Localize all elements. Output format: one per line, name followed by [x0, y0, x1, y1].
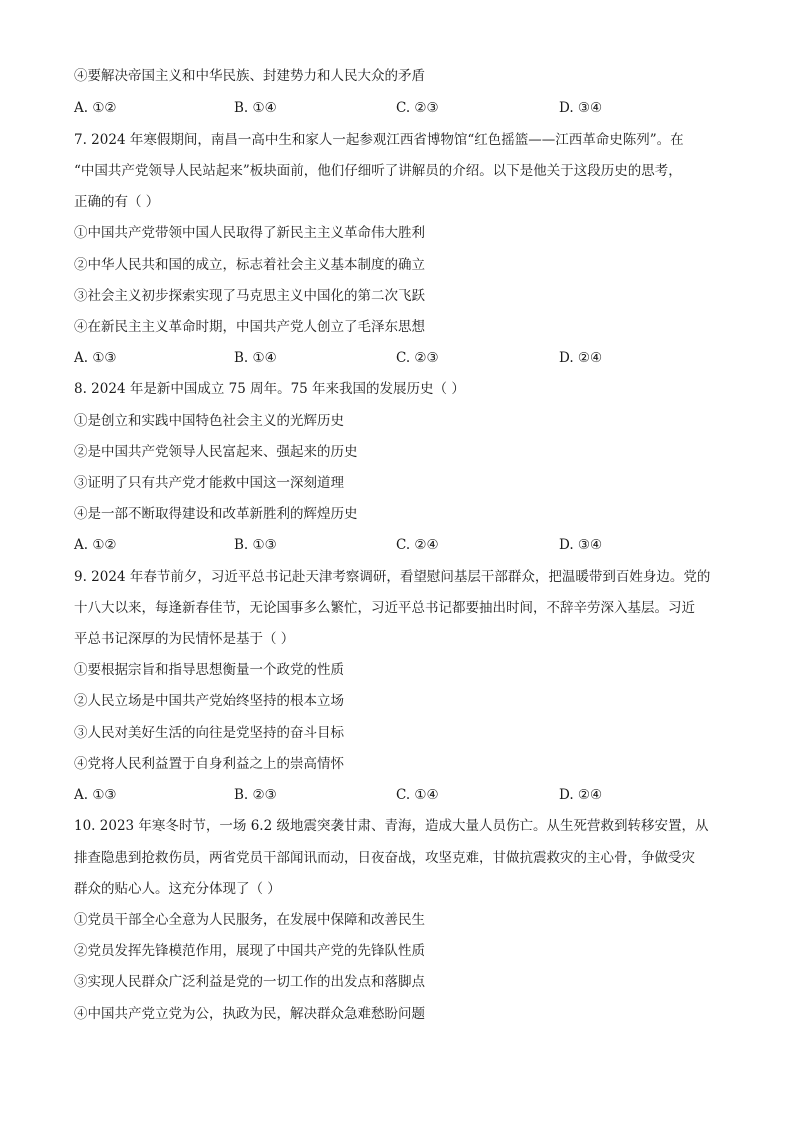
q10-stem-line-2: 排查隐患到抢救伤员，两省党员干部闻讯而动，日夜奋战，攻坚克难，甘做抗震救灾的主心骨，争做受灾: [74, 850, 695, 866]
q8-statement-2: ②是中国共产党领导人民富起来、强起来的历史: [74, 444, 358, 460]
q9-stem-line-2: 十八大以来，每逢新春佳节，无论国事多么繁忙，习近平总书记都要抽出时间，不辞辛劳深入基层。习近: [74, 600, 695, 616]
q10-stem-line-3: 群众的贴心人。这充分体现了（ ）: [74, 881, 281, 897]
q10-statement-3: ③实现人民群众广泛利益是党的一切工作的出发点和落脚点: [74, 974, 425, 990]
q8-option-a: A. ①②: [74, 537, 117, 553]
q7-stem-line-1: 7. 2024 年寒假期间，南昌一高中生和家人一起参观江西省博物馆“红色摇篮——江西革命史陈列”。在: [74, 132, 684, 148]
q10-stem-line-1: 10. 2023 年寒冬时节，一场 6.2 级地震突袭甘肃、青海，造成大量人员伤亡。从生死营救到转移安置，从: [74, 818, 709, 834]
q7-statement-4: ④在新民主主义革命时期，中国共产党人创立了毛泽东思想: [74, 319, 425, 335]
q9-statement-2: ②人民立场是中国共产党始终坚持的根本立场: [74, 693, 344, 709]
q6-options: [74, 99, 720, 117]
q10-statement-4: ④中国共产党立党为公，执政为民，解决群众急难愁盼问题: [74, 1006, 425, 1022]
q8-options: [74, 536, 720, 554]
q9-statement-4: ④党将人民利益置于自身利益之上的崇高情怀: [74, 756, 344, 772]
q7-stem-line-2: “中国共产党领导人民站起来”板块面前，他们仔细听了讲解员的介绍。以下是他关于这段历史的思考，: [74, 163, 682, 179]
q8-option-c: C. ②④: [396, 537, 439, 553]
q7-option-d: D. ②④: [559, 350, 603, 366]
q9-statement-1: ①要根据宗旨和指导思想衡量一个政党的性质: [74, 662, 344, 678]
q7-options: [74, 349, 720, 367]
q7-statement-1: ①中国共产党带领中国人民取得了新民主主义革命伟大胜利: [74, 225, 425, 241]
q7-statement-2: ②中华人民共和国的成立，标志着社会主义基本制度的确立: [74, 257, 425, 273]
q8-option-d: D. ③④: [559, 537, 603, 553]
q8-option-b: B. ①③: [234, 537, 277, 553]
q7-stem-line-3: 正确的有（ ）: [74, 194, 160, 210]
q9-option-b: B. ②③: [234, 787, 277, 803]
q10-statement-2: ②党员发挥先锋模范作用，展现了中国共产党的先锋队性质: [74, 943, 425, 959]
q8-statement-3: ③证明了只有共产党才能救中国这一深刻道理: [74, 475, 344, 491]
q9-option-a: A. ①③: [74, 787, 117, 803]
q7-option-c: C. ②③: [396, 350, 439, 366]
q7-statement-3: ③社会主义初步探索实现了马克思主义中国化的第二次飞跃: [74, 288, 425, 304]
q7-option-b: B. ①④: [234, 350, 277, 366]
q9-options: [74, 786, 720, 804]
q9-stem-line-3: 平总书记深厚的为民情怀是基于（ ）: [74, 631, 295, 647]
q6-option-c: C. ②③: [396, 100, 439, 116]
q8-statement-1: ①是创立和实践中国特色社会主义的光辉历史: [74, 413, 344, 429]
q9-stem-line-1: 9. 2024 年春节前夕，习近平总书记赴天津考察调研，看望慰问基层干部群众，把温暖带到百姓身边。党的: [74, 569, 711, 585]
q6-statement-4: ④要解决帝国主义和中华民族、封建势力和人民大众的矛盾: [74, 68, 425, 84]
q9-option-d: D. ②④: [559, 787, 603, 803]
q6-option-a: A. ①②: [74, 100, 117, 116]
q9-option-c: C. ①④: [396, 787, 439, 803]
q9-statement-3: ③人民对美好生活的向往是党坚持的奋斗目标: [74, 725, 344, 741]
q6-option-b: B. ①④: [234, 100, 277, 116]
q8-statement-4: ④是一部不断取得建设和改革新胜利的辉煌历史: [74, 506, 358, 522]
q10-statement-1: ①党员干部全心全意为人民服务，在发展中保障和改善民生: [74, 912, 425, 928]
q7-option-a: A. ①③: [74, 350, 117, 366]
q8-stem: 8. 2024 年是新中国成立 75 周年。75 年来我国的发展历史（ ）: [74, 381, 465, 397]
q6-option-d: D. ③④: [559, 100, 603, 116]
